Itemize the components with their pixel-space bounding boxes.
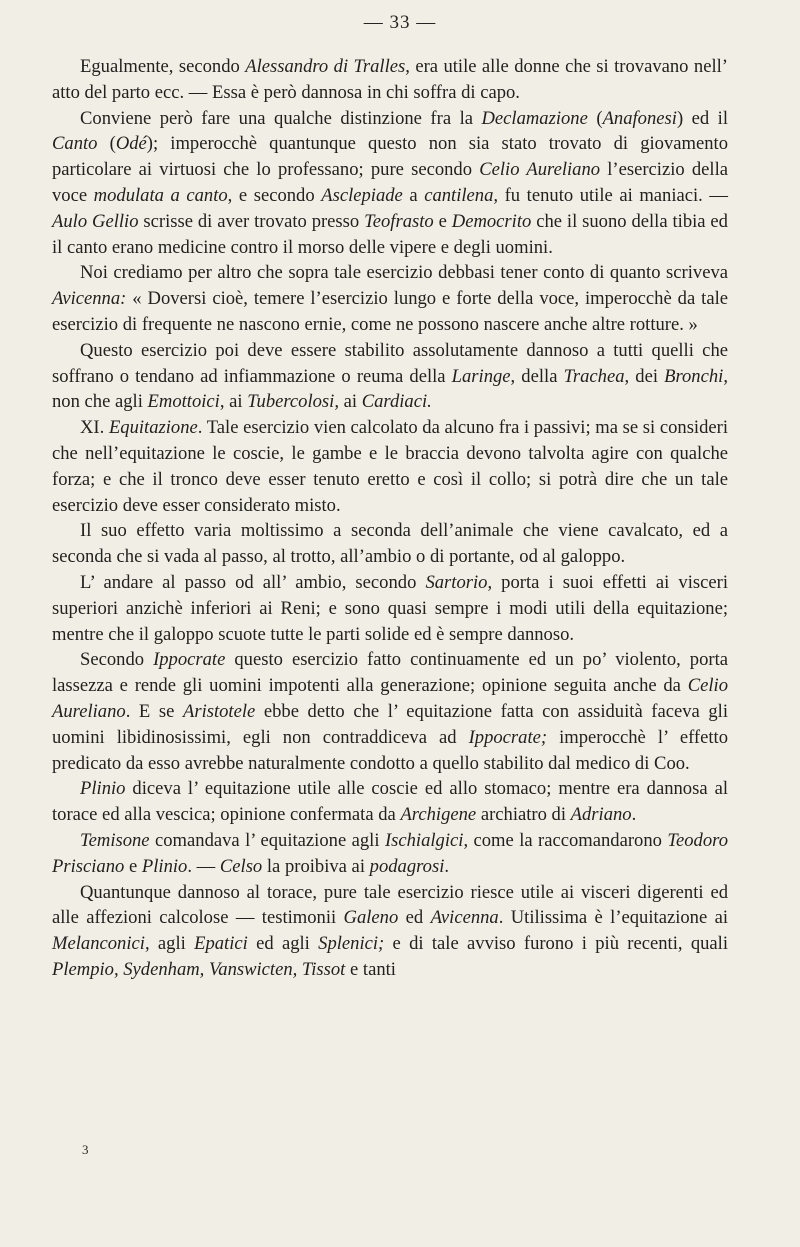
italic-term: Avicenna: (52, 288, 127, 310)
italic-term: podagrosi (369, 855, 445, 877)
text-run: Il suo effetto varia moltissimo a seconda dell’animale che viene cavalcato, ed a seconda che si vada al passo, al trotto, all’ambio o di portante, od al galoppo. (52, 520, 728, 568)
text-run: ( (97, 133, 116, 155)
italic-term: Ippocrate (153, 649, 226, 671)
text-run: « Doversi cioè, temere l’esercizio lungo e forte della voce, imperocchè da tale esercizio di frequente ne nascono ernie, come ne possono nascere anche altre rotture. » (52, 288, 728, 335)
text-run: . Utilissima è l’equitazione ai (498, 907, 728, 929)
paragraph-temisone (52, 828, 728, 880)
italic-term: Declamazione (481, 107, 588, 129)
text-run: ai (338, 391, 362, 413)
text-run: fu tenuto utile ai maniaci. — (498, 184, 728, 206)
text-run: e tanti (345, 958, 396, 980)
text-run: Questo esercizio poi deve essere stabilito assolutamente dannoso a tutti quelli che soffrano o tendano ad infiammazione o reuma della (52, 339, 728, 387)
italic-term: Alessandro di Tralles (245, 56, 406, 77)
text-run: , porta i suoi effetti ai visceri superiori anzichè inferiori ai Reni; e sono quasi sempre i modi utili della equitazione; mentre che il galoppo scuote tutte le parti solide ed è sempre dannoso. (52, 571, 728, 645)
text-run: e (433, 210, 452, 232)
italic-term: Celio Aureliano (52, 675, 728, 722)
italic-term: cantilena, (424, 184, 499, 206)
paragraph-sartorio (52, 570, 728, 647)
paragraph-ippocrate (52, 647, 728, 776)
text-run: . E se (125, 700, 183, 722)
text-run: XI. (80, 417, 109, 439)
italic-term: Temisone (80, 829, 150, 851)
text-run: , agli (144, 933, 195, 955)
page-number: — 33 — (363, 12, 437, 33)
paragraph-effetto-animale (52, 518, 728, 570)
text-run: e (124, 855, 142, 877)
text-run: scrisse di aver trovato presso (138, 210, 365, 232)
text-run: . Tale esercizio vien calcolato da alcuno fra i passivi; ma se si consideri che nell’equitazione le coscie, le gambe e le braccia devono talvolta agire con qualche forza; e che il tronco deve esser tenuto eretto e così il collo; si potrà dire che un tale esercizio deve esser considerato misto. (52, 417, 729, 516)
italic-term: Celso (219, 855, 263, 877)
italic-term: Odé (115, 133, 147, 155)
italic-term: Tubercolosi, (247, 391, 339, 413)
text-run: L’ andare al passo od all’ ambio, secondo (80, 571, 426, 593)
text-run: Secondo (80, 649, 154, 671)
text-run: . (444, 855, 450, 877)
italic-term: Aristotele (182, 700, 256, 722)
italic-term: Bronchi (664, 365, 724, 387)
italic-term: Plinio (141, 855, 188, 877)
paragraph-plinio (52, 776, 728, 828)
italic-term: Democrito (451, 210, 532, 232)
text-run: imperocchè l’ effetto predicato da esso avrebbe naturalmente condotto a quello stabilito dal medico di Coo. (52, 726, 729, 774)
text-run: , della (510, 365, 564, 387)
italic-term: Cardiaci. (361, 391, 432, 413)
text-run: ed (398, 907, 431, 929)
italic-term: Teodoro Prisciano (52, 829, 728, 877)
paragraph-declamazione-canto (52, 106, 728, 261)
italic-term: Laringe (451, 365, 511, 387)
italic-term: Adriano (570, 804, 632, 826)
text-run: Egualmente, secondo (80, 56, 246, 77)
signature-mark: 3 (82, 1142, 89, 1157)
paragraph-avicenna (52, 260, 728, 337)
italic-term: Emottoici (147, 391, 220, 413)
text-run: , dei (624, 365, 665, 387)
text-run: . (631, 804, 637, 826)
italic-term: Asclepiade (321, 184, 403, 206)
italic-term: Epatici (194, 933, 248, 955)
text-run: , come la raccomandarono (463, 829, 668, 851)
paragraph-alessandro-di-tralles (52, 54, 728, 106)
text-run: comandava l’ equitazione agli (149, 829, 385, 851)
italic-term: modulata a canto (93, 184, 228, 206)
text-run: Quantunque dannoso al torace, pure tale esercizio riesce utile ai visceri digerenti ed alle affezioni calcolose — testimonii (52, 881, 728, 929)
text-run: , e secondo (227, 184, 322, 206)
italic-term: Canto (52, 133, 98, 155)
italic-term: Aulo Gellio (52, 210, 139, 232)
italic-term: Avicenna (430, 907, 499, 929)
italic-term: Melanconici (52, 933, 145, 955)
paragraph-xi-equitazione (52, 415, 728, 518)
italic-term: Ippocrate; (468, 726, 548, 748)
text-run: Conviene però fare una qualche distinzione fra la (80, 107, 482, 129)
italic-term: Ischialgici (384, 829, 464, 851)
italic-term: Anafonesi (602, 107, 677, 129)
text-run: e di tale avviso furono i più recenti, quali (384, 933, 729, 955)
text-run: la proibiva ai (262, 855, 370, 877)
text-run: ); imperocchè quantunque questo non sia stato trovato di giovamento particolare ai virtuosi che lo professano; pure secondo (52, 133, 729, 181)
text-run: a (402, 184, 425, 206)
italic-term: Trachea (563, 365, 625, 387)
body-text (52, 54, 728, 983)
paragraph-quantunque (52, 880, 728, 983)
text-run: , era utile alle donne che si trovavano nell’ atto del parto ecc. — Essa è però dannosa in chi soffra di capo. (52, 56, 728, 103)
text-run: che il suono della tibia ed il canto erano medicine contro il morso delle vipere e degli uomini. (52, 210, 728, 258)
italic-term: Archigene (400, 804, 477, 826)
text-run: . — (187, 855, 220, 877)
italic-term: Sartorio (425, 571, 488, 593)
italic-term: Equitazione (108, 417, 198, 439)
text-run: ebbe detto che l’ equitazione fatta con assiduità faceva gli uomini libidinosissimi, egli non contraddiceva ad (52, 700, 729, 748)
text-run: l’esercizio della voce (52, 159, 729, 206)
text-run: ( (587, 107, 603, 129)
paragraph-dannoso-laringe (52, 338, 728, 415)
italic-term: Plinio (80, 778, 126, 800)
italic-term: Galeno (343, 907, 399, 929)
text-run: archiatro di (476, 804, 571, 826)
text-run: , ai (219, 391, 248, 413)
text-run: ed agli (247, 933, 319, 955)
italic-term: Teofrasto (364, 210, 434, 232)
text-run: , non che agli (52, 365, 728, 413)
text-run: diceva l’ equitazione utile alle coscie ed allo stomaco; mentre era dannosa al torace ed alla vescica; opinione confermata da (52, 778, 728, 826)
text-run: ) ed il (676, 107, 729, 129)
italic-term: Plempio, Sydenham, Vanswicten, Tissot (52, 958, 346, 980)
italic-term: Celio Aureliano (479, 159, 601, 181)
text-run: questo esercizio fatto continuamente ed un po’ violento, porta lassezza e rende gli uomini impotenti alla generazione; opinione seguita anche da (52, 649, 728, 697)
text-run: Noi crediamo per altro che sopra tale esercizio debbasi tener conto di quanto scriveva (80, 262, 728, 284)
italic-term: Splenici; (318, 933, 385, 955)
